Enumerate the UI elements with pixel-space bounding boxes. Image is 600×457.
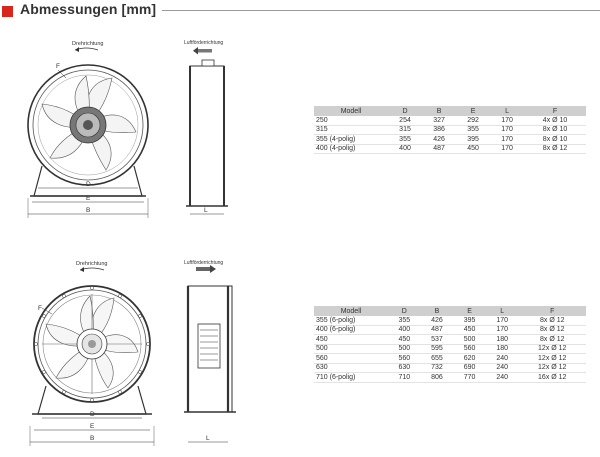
dim-d-label: D — [86, 181, 91, 188]
terminal-box — [202, 60, 214, 66]
table-cell: 690 — [453, 363, 486, 373]
table-row — [314, 363, 586, 373]
table-cell: 8x Ø 12 — [524, 144, 586, 154]
dim-l-label: L — [206, 435, 210, 442]
table-cell: 500 — [314, 344, 388, 354]
table-row — [314, 354, 586, 364]
table-row — [314, 116, 586, 125]
dimension-table-1 — [314, 106, 586, 154]
table-cell: 355 (4-polig) — [314, 135, 388, 145]
table-cell: 327 — [422, 116, 456, 125]
table-cell: 426 — [421, 316, 454, 325]
col-header: D — [388, 106, 422, 116]
table-cell: 170 — [490, 144, 524, 154]
table-cell: 560 — [388, 354, 421, 364]
table-cell: 315 — [314, 125, 388, 135]
red-square-icon — [2, 6, 13, 17]
table-row — [314, 135, 586, 145]
table-cell: 537 — [421, 335, 454, 345]
motor-body — [198, 324, 220, 368]
table-cell: 400 — [388, 325, 421, 335]
table-cell: 8x Ø 12 — [519, 316, 587, 325]
dim-e-label: E — [86, 195, 91, 202]
table-cell: 355 — [456, 125, 490, 135]
dim-f-label: F — [56, 63, 60, 70]
table-cell: 12x Ø 12 — [519, 363, 587, 373]
table-row — [314, 373, 586, 383]
table-row — [314, 316, 586, 325]
table-cell: 240 — [486, 354, 519, 364]
table-cell: 8x Ø 12 — [519, 335, 587, 345]
table-cell: 292 — [456, 116, 490, 125]
table-cell: 400 (4-polig) — [314, 144, 388, 154]
col-header: D — [388, 306, 421, 316]
table-cell: 315 — [388, 125, 422, 135]
table-cell: 620 — [453, 354, 486, 364]
col-header: B — [422, 106, 456, 116]
table-cell: 500 — [388, 344, 421, 354]
rotation-label-1: Drehrichtung — [72, 41, 104, 47]
table-cell: 595 — [421, 344, 454, 354]
table-cell: 655 — [421, 354, 454, 364]
fan-side-view-1 — [176, 36, 238, 222]
table-row — [314, 335, 586, 345]
table-cell: 500 — [453, 335, 486, 345]
table-cell: 710 — [388, 373, 421, 383]
table-header-row — [314, 106, 586, 116]
fan-side-view-2 — [178, 258, 242, 450]
table-cell: 12x Ø 12 — [519, 344, 587, 354]
table-row — [314, 125, 586, 135]
table-cell: 732 — [421, 363, 454, 373]
table-cell: 355 — [388, 316, 421, 325]
section-title: Abmessungen [mm] — [20, 1, 157, 17]
table-cell: 450 — [456, 144, 490, 154]
dimension-table-2 — [314, 306, 586, 383]
table-cell: 254 — [388, 116, 422, 125]
table-cell: 395 — [453, 316, 486, 325]
fan-front-view-2 — [22, 258, 172, 450]
table-cell: 710 (6-polig) — [314, 373, 388, 383]
table-cell: 170 — [486, 316, 519, 325]
col-header: E — [456, 106, 490, 116]
table-cell: 770 — [453, 373, 486, 383]
table-cell: 8x Ø 10 — [524, 125, 586, 135]
table-cell: 386 — [422, 125, 456, 135]
table-row — [314, 144, 586, 154]
table-cell: 630 — [314, 363, 388, 373]
rotation-label-2: Drehrichtung — [76, 261, 108, 267]
table-cell: 487 — [421, 325, 454, 335]
fan-housing-side — [190, 66, 224, 206]
table-cell: 487 — [422, 144, 456, 154]
fan-front-view-1 — [20, 36, 170, 222]
dim-e-label: E — [90, 423, 95, 430]
table-cell: 450 — [314, 335, 388, 345]
airflow-label-1: Luftförderrichtung — [184, 40, 224, 46]
table-cell: 450 — [388, 335, 421, 345]
table-cell: 560 — [453, 344, 486, 354]
col-header: Modell — [314, 306, 388, 316]
table-cell: 240 — [486, 363, 519, 373]
col-header: E — [453, 306, 486, 316]
header-rule — [162, 10, 600, 11]
section-header — [0, 0, 600, 22]
table-cell: 170 — [490, 125, 524, 135]
table-cell: 170 — [490, 135, 524, 145]
col-header: L — [490, 106, 524, 116]
col-header: Modell — [314, 106, 388, 116]
table-cell: 16x Ø 12 — [519, 373, 587, 383]
dim-b-label: B — [90, 435, 95, 442]
table-cell: 630 — [388, 363, 421, 373]
table-cell: 180 — [486, 344, 519, 354]
col-header: F — [519, 306, 587, 316]
table-cell: 400 (6-polig) — [314, 325, 388, 335]
table-header-row — [314, 306, 586, 316]
table-cell: 426 — [422, 135, 456, 145]
table-cell: 8x Ø 12 — [519, 325, 587, 335]
table-row — [314, 325, 586, 335]
airflow-arrow-icon — [196, 267, 210, 271]
airflow-arrow-icon — [198, 49, 212, 53]
table-cell: 4x Ø 10 — [524, 116, 586, 125]
dim-f-label: F — [38, 305, 42, 312]
table-row — [314, 344, 586, 354]
table-cell: 450 — [453, 325, 486, 335]
table-cell: 355 (6-polig) — [314, 316, 388, 325]
table-cell: 12x Ø 12 — [519, 354, 587, 364]
table-cell: 560 — [314, 354, 388, 364]
col-header: L — [486, 306, 519, 316]
table-cell: 170 — [486, 325, 519, 335]
table-cell: 355 — [388, 135, 422, 145]
col-header: B — [421, 306, 454, 316]
dim-d-label: D — [90, 411, 95, 418]
table-cell: 395 — [456, 135, 490, 145]
dim-l-label: L — [204, 207, 208, 214]
table-cell: 400 — [388, 144, 422, 154]
table-cell: 250 — [314, 116, 388, 125]
table-cell: 180 — [486, 335, 519, 345]
airflow-label-2: Luftförderrichtung — [184, 260, 224, 266]
table-cell: 8x Ø 10 — [524, 135, 586, 145]
table-cell: 170 — [490, 116, 524, 125]
table-cell: 806 — [421, 373, 454, 383]
dim-b-label: B — [86, 207, 91, 214]
col-header: F — [524, 106, 586, 116]
table-cell: 240 — [486, 373, 519, 383]
